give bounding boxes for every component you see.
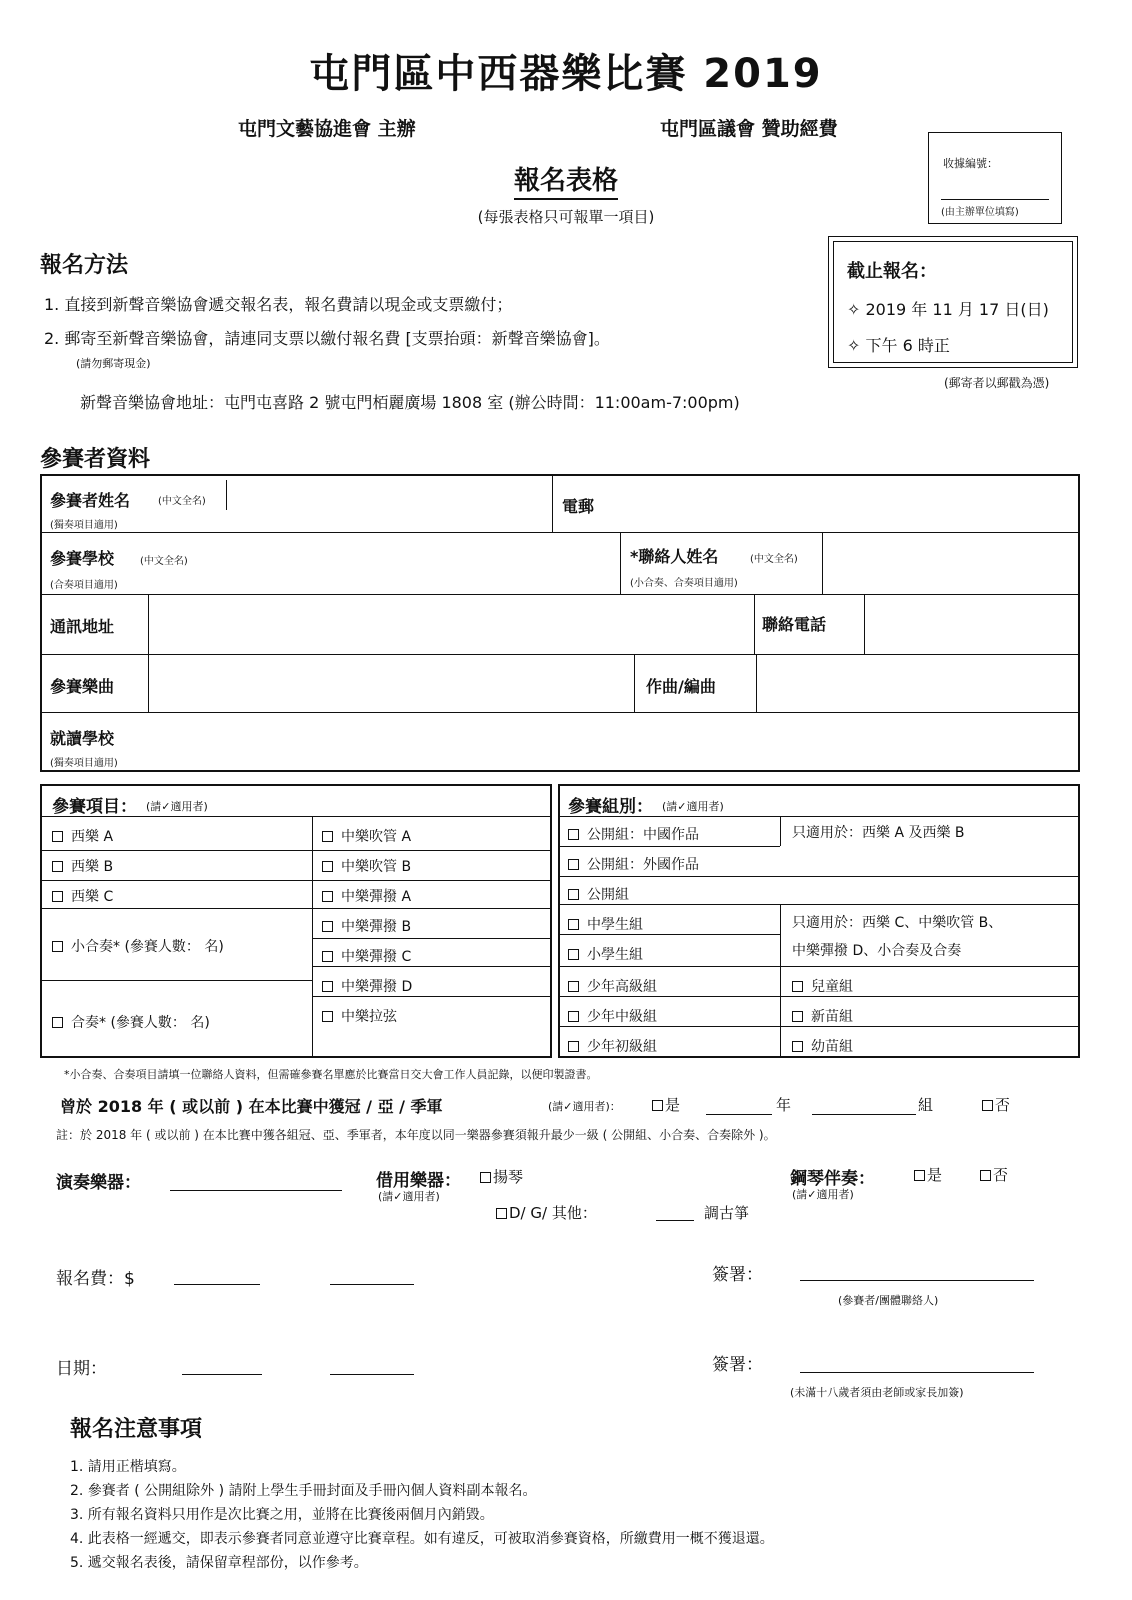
organizer: 屯門文藝協進會 主辦: [238, 118, 416, 140]
item-western-b[interactable]: 西樂 B: [52, 856, 113, 876]
form-note: (每張表格只可報單一項目): [477, 208, 655, 226]
item-chinese-pluck-c[interactable]: 中樂彈撥 C: [322, 946, 411, 966]
item-western-c[interactable]: 西樂 C: [52, 886, 113, 906]
receipt-note: (由主辦單位填寫): [941, 207, 1019, 218]
school-group-note-2: 中樂彈撥 D、小合奏及合奏: [792, 943, 962, 959]
checkbox-icon: [52, 861, 63, 872]
deadline-box: [828, 236, 1078, 368]
checkbox-icon: [568, 1041, 579, 1052]
checkbox-icon: [568, 859, 579, 870]
note-item-3: 3. 所有報名資料只用作是次比賽之用，並將在比賽後兩個月內銷毀。: [70, 1507, 494, 1523]
group-seedling[interactable]: 幼苗組: [792, 1036, 853, 1056]
checkbox-icon: [568, 1011, 579, 1022]
guardian-signature-label: 簽署：: [712, 1355, 763, 1375]
checkbox-icon: [568, 919, 579, 930]
prior-award-no[interactable]: 否: [982, 1094, 1010, 1115]
open-group-note: 只適用於：西樂 A 及西樂 B: [792, 825, 965, 841]
receipt-line[interactable]: [941, 199, 1049, 200]
instrument-field[interactable]: [170, 1190, 342, 1191]
item-chinese-bowed[interactable]: 中樂拉弦: [322, 1006, 397, 1026]
email-label: 電郵: [562, 497, 595, 516]
signature-label: 簽署：: [712, 1265, 763, 1285]
checkbox-icon: [982, 1100, 993, 1111]
item-western-a[interactable]: 西樂 A: [52, 826, 113, 846]
checkbox-icon: [652, 1100, 663, 1111]
address-field[interactable]: [152, 598, 750, 650]
mail-note: (請勿郵寄現金): [76, 357, 151, 370]
group-youth-senior[interactable]: 少年高級組: [568, 976, 657, 996]
checkbox-icon: [322, 981, 333, 992]
checkbox-icon: [52, 941, 63, 952]
prior-group-field[interactable]: [812, 1114, 916, 1115]
item-chinese-wind-b[interactable]: 中樂吹管 B: [322, 856, 411, 876]
note-item-1: 1. 請用正楷填寫。: [70, 1459, 186, 1475]
school-group-note-1: 只適用於：西樂 C、中樂吹管 B、: [792, 915, 1003, 931]
deadline-date: ✧ 2019 年 11 月 17 日(日): [847, 300, 1049, 319]
piano-yes[interactable]: 是: [914, 1164, 942, 1185]
contact-name-label: *聯絡人姓名: [630, 547, 719, 566]
date-field[interactable]: [182, 1374, 262, 1375]
study-school-label: 就讀學校: [50, 729, 115, 748]
group-open-foreign[interactable]: 公開組：外國作品: [568, 854, 699, 874]
prior-award-question: 曾於 2018 年 ( 或以前 ) 在本比賽中獲冠 / 亞 / 季軍: [60, 1097, 443, 1116]
borrow-label: 借用樂器：: [376, 1171, 461, 1191]
group-youth-junior[interactable]: 少年初級組: [568, 1036, 657, 1056]
item-chinese-pluck-a[interactable]: 中樂彈撥 A: [322, 886, 411, 906]
phone-field[interactable]: [868, 598, 1076, 650]
groups-heading: 參賽組別：: [568, 797, 653, 817]
school-note: (合奏項目適用): [50, 580, 118, 591]
prior-year-label: 年: [776, 1096, 792, 1114]
piece-label: 參賽樂曲: [50, 677, 115, 696]
sponsor: 屯門區議會 贊助經費: [660, 118, 838, 140]
group-secondary[interactable]: 中學生組: [568, 914, 643, 934]
participant-heading: 參賽者資料: [40, 447, 151, 472]
borrow-guzheng-tuning[interactable]: D/ G/ 其他：: [496, 1202, 597, 1223]
borrow-yangqin[interactable]: 揚琴: [480, 1166, 523, 1187]
checkbox-icon: [568, 889, 579, 900]
group-open-chinese[interactable]: 公開組：中國作品: [568, 824, 699, 844]
prior-award-note: 註：於 2018 年 ( 或以前 ) 在本比賽中獲各組冠、亞、季軍者，本年度以同一樂器參賽須報升最少一級 ( 公開組、小合奏、合奏除外 )。: [56, 1128, 776, 1142]
fee-label: 報名費：$: [56, 1269, 135, 1289]
checkbox-icon: [496, 1208, 507, 1219]
group-new-sprout[interactable]: 新苗組: [792, 1006, 853, 1026]
notes-heading: 報名注意事項: [70, 1417, 203, 1442]
method-heading: 報名方法: [40, 253, 129, 278]
checkbox-icon: [792, 1011, 803, 1022]
prior-award-yes[interactable]: 是: [652, 1094, 680, 1115]
checkbox-icon: [322, 921, 333, 932]
checkbox-icon: [52, 1017, 63, 1028]
page-title: 屯門區中西器樂比賽 2019: [309, 51, 823, 97]
study-school-field[interactable]: [152, 716, 1076, 768]
items-hint: (請✓適用者): [146, 800, 208, 813]
item-small-ensemble[interactable]: 小合奏* (參賽人數： 名): [52, 936, 224, 956]
group-youth-intermediate[interactable]: 少年中級組: [568, 1006, 657, 1026]
piano-label: 鋼琴伴奏：: [790, 1169, 875, 1189]
date-label: 日期：: [56, 1359, 107, 1379]
method-item-2: 2. 郵寄至新聲音樂協會，請連同支票以繳付報名費 [支票抬頭：新聲音樂協會]。: [44, 329, 610, 348]
piano-no[interactable]: 否: [980, 1164, 1008, 1185]
checkbox-icon: [322, 1011, 333, 1022]
item-chinese-pluck-d[interactable]: 中樂彈撥 D: [322, 976, 412, 996]
guardian-signature-note: (未滿十八歲者須由老師或家長加簽): [790, 1386, 964, 1399]
method-item-1: 1. 直接到新聲音樂協會遞交報名表，報名費請以現金或支票繳付；: [44, 295, 513, 314]
item-chinese-pluck-b[interactable]: 中樂彈撥 B: [322, 916, 411, 936]
checkbox-icon: [322, 831, 333, 842]
group-open[interactable]: 公開組: [568, 884, 629, 904]
checkbox-icon: [792, 981, 803, 992]
checkbox-icon: [52, 891, 63, 902]
group-children[interactable]: 兒童組: [792, 976, 853, 996]
item-ensemble[interactable]: 合奏* (參賽人數： 名): [52, 1012, 210, 1032]
instrument-label: 演奏樂器：: [56, 1173, 141, 1193]
items-heading: 參賽項目：: [52, 797, 137, 817]
association-address: 新聲音樂協會地址：屯門屯喜路 2 號屯門栢麗廣場 1808 室 (辦公時間：11:00am-7:00pm): [80, 393, 740, 412]
contact-name-note: (小合奏、合奏項目適用): [630, 578, 738, 589]
deadline-note: (郵寄者以郵戳為憑): [944, 376, 1050, 390]
school-label: 參賽學校: [50, 549, 115, 568]
guardian-signature-field[interactable]: [800, 1372, 1034, 1373]
composer-field[interactable]: [760, 658, 1076, 708]
study-school-note: (獨奏項目適用): [50, 758, 118, 769]
signature-field[interactable]: [800, 1280, 1034, 1281]
deadline-heading: 截止報名：: [847, 261, 937, 282]
checkbox-icon: [480, 1172, 491, 1183]
school-hint: (中文全名): [140, 556, 188, 567]
fee-field[interactable]: [174, 1284, 260, 1285]
deadline-time: ✧ 下午 6 時正: [847, 336, 950, 355]
composer-label: 作曲/編曲: [646, 677, 716, 696]
email-field[interactable]: [610, 480, 1076, 528]
note-item-4: 4. 此表格一經遞交，即表示參賽者同意並遵守比賽章程。如有違反，可被取消參賽資格，所繳費用一概不獲退還。: [70, 1531, 774, 1547]
item-chinese-wind-a[interactable]: 中樂吹管 A: [322, 826, 411, 846]
checkbox-icon: [980, 1170, 991, 1181]
fee-field-2[interactable]: [330, 1284, 414, 1285]
prior-year-field[interactable]: [706, 1114, 772, 1115]
prior-group-label: 組: [918, 1096, 934, 1114]
checkbox-icon: [322, 861, 333, 872]
checkbox-icon: [568, 829, 579, 840]
contact-name-hint: (中文全名): [750, 554, 798, 565]
note-item-5: 5. 遞交報名表後，請保留章程部份，以作參考。: [70, 1555, 368, 1571]
participant-name-label: 參賽者姓名: [50, 491, 131, 510]
checkbox-icon: [568, 981, 579, 992]
note-item-2: 2. 參賽者 ( 公開組除外 ) 請附上學生手冊封面及手冊內個人資料副本報名。: [70, 1483, 537, 1499]
piano-hint: (請✓適用者): [792, 1188, 854, 1201]
checkbox-icon: [52, 831, 63, 842]
group-primary[interactable]: 小學生組: [568, 944, 643, 964]
participant-name-note: (獨奏項目適用): [50, 520, 118, 531]
form-title: 報名表格: [0, 160, 1132, 197]
signature-note: (參賽者/團體聯絡人): [838, 1294, 939, 1307]
receipt-label: 收據編號：: [943, 157, 998, 170]
checkbox-icon: [322, 951, 333, 962]
borrow-other-field[interactable]: [656, 1220, 694, 1221]
borrow-hint: (請✓適用者): [378, 1190, 440, 1203]
participant-name-hint: (中文全名): [158, 496, 206, 507]
checkbox-icon: [792, 1041, 803, 1052]
school-field[interactable]: [230, 538, 616, 590]
checkbox-icon: [322, 891, 333, 902]
contact-name-field[interactable]: [826, 538, 1076, 590]
checkbox-icon: [914, 1170, 925, 1181]
checkbox-icon: [568, 949, 579, 960]
prior-award-hint: (請✓適用者)：: [548, 1100, 621, 1113]
participant-name-field[interactable]: [230, 480, 548, 528]
borrow-suffix: 調古箏: [704, 1204, 750, 1222]
groups-hint: (請✓適用者): [662, 800, 724, 813]
piece-field[interactable]: [152, 658, 630, 708]
phone-label: 聯絡電話: [762, 615, 827, 634]
address-label: 通訊地址: [50, 617, 115, 636]
ensemble-footnote: *小合奏、合奏項目請填一位聯絡人資料，但需確參賽名單應於比賽當日交大會工作人員記錄，以便印製證書。: [64, 1068, 598, 1081]
date-field-2[interactable]: [330, 1374, 414, 1375]
